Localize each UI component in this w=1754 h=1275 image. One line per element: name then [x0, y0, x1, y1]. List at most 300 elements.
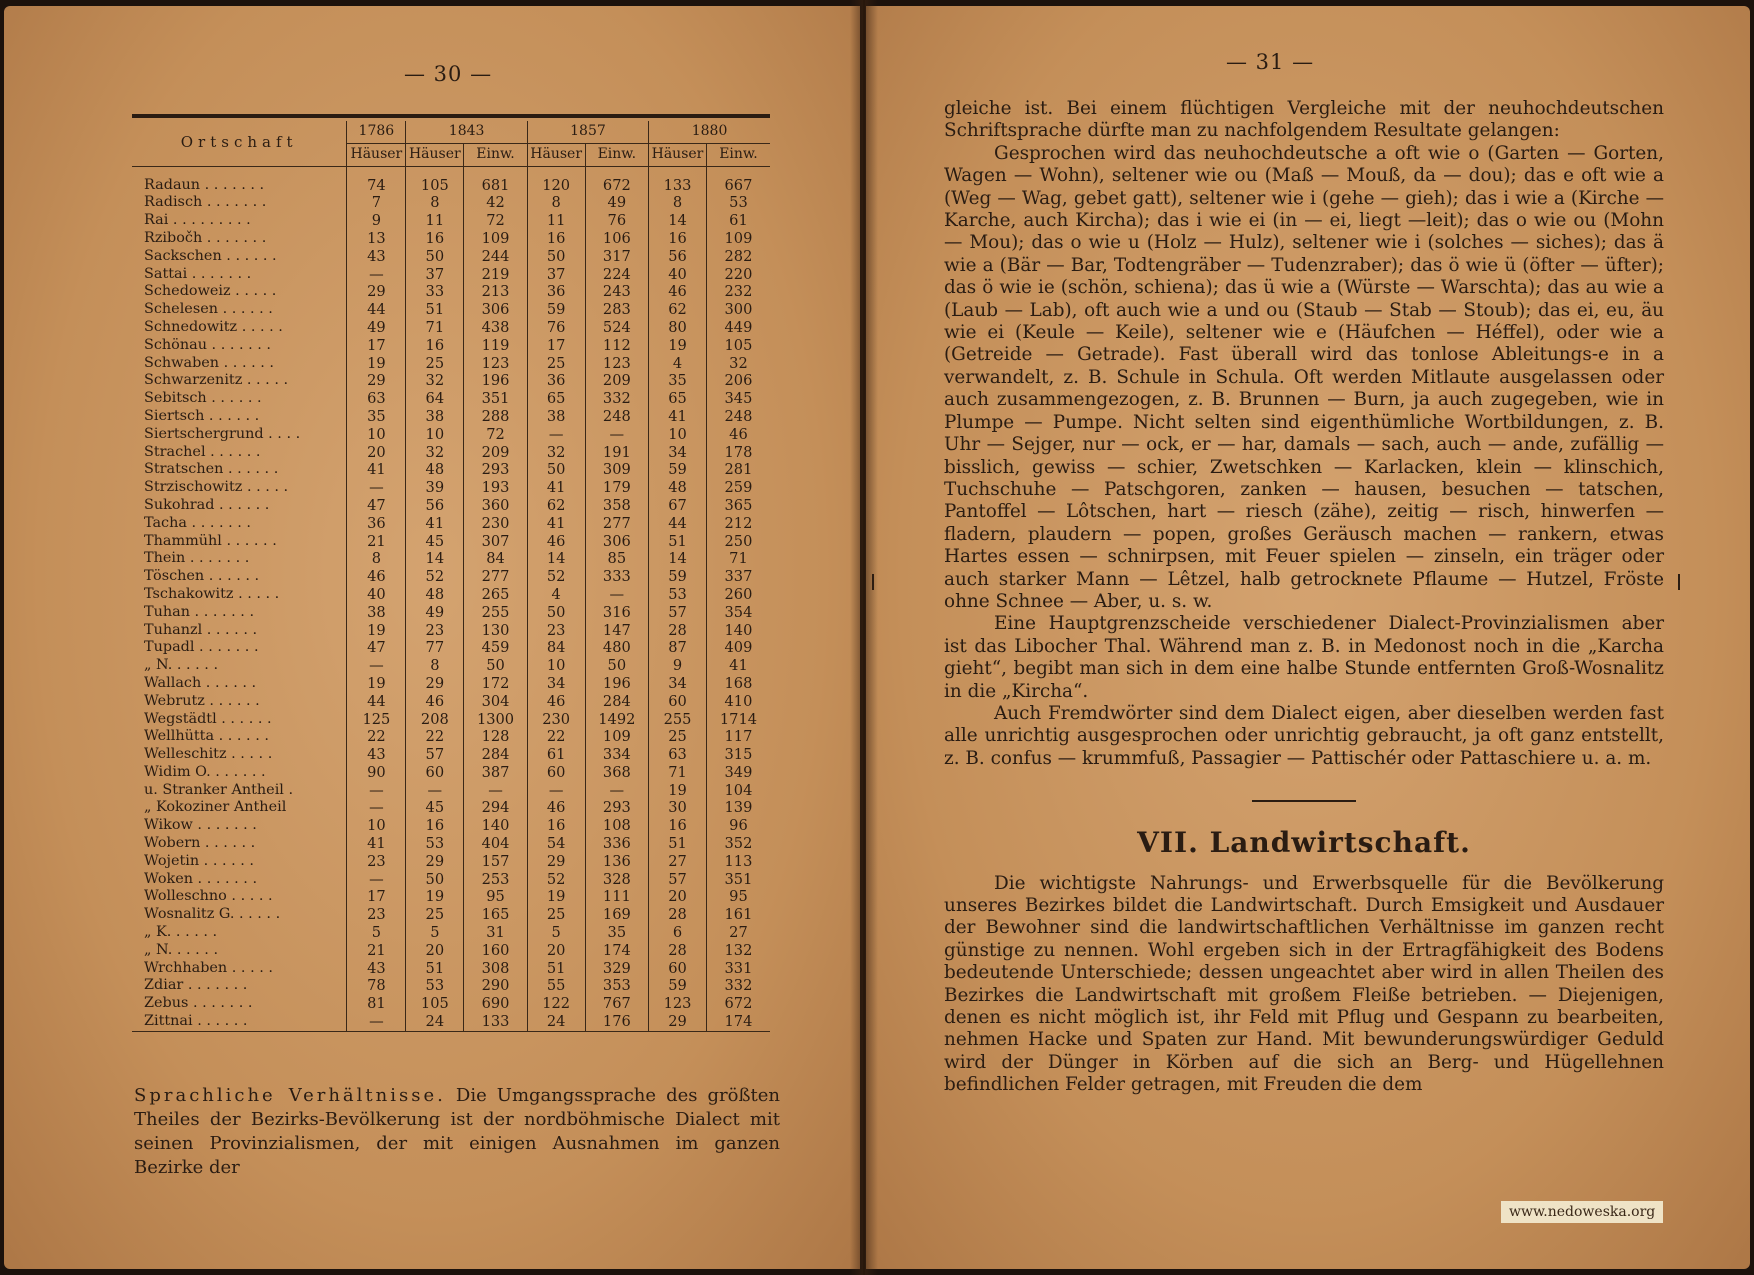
table-cell: 404 [464, 835, 528, 853]
table-cell: 16 [649, 817, 707, 835]
table-cell: 213 [464, 283, 528, 301]
table-cell: 23 [347, 906, 406, 924]
table-cell: 9 [649, 657, 707, 675]
paragraph: Gesprochen wird das neuhochdeutsche a oft wie o (Garten — Gorten, Wagen — Wohn), seltener wie ou (Maß — Mouß, da — dou); das e oft wie a (Weg — Wag, gebet gatt), seltener wie i (gehe — gieh); das i wie a (Kirche — Karche, auch Kircha); das i wie ei (in — ei, liegt —leit); das o wie ou (Mohn — Mou); das o wie u (Holz — Hulz), seltener wie i (solches — siches); das ä wie a (Bär — Bar, Todtengräber — Tudenzraber); das ö wie ü (öfter — üfter); das ö wie ie (schön, schiena); das ü wie a (Würste — Warschta); das au wie a (Laub — Lab), oft auch wie a und ou (Staub — Stab — Stoub); das ei, eu, äu wie ei (Keule — Keile), seltener wie e (Häufchen — Héffel), oder wie a (Getreide — Getrade). Fast überall wird das tonlose Ableitungs-e in a verwandelt, z. B. Schule in Schula. Oft werden Mitlaute ausgelassen oder auch zusammengezogen, z. B. Brunnen — Burn, ja auch zugegeben, wie in Plumpe — Pumpe. Nicht selten sind eigenthümliche Wortbildungen, z. B. Uhr — Sejger, nur — ock, er — har, damals — sach, auch — ande, zufällig — bisslich, gewiss — schier, Zwetschken — Karlacken, klein — klinschich, Tuchschuhe — Patschgoren, zanken — hausen, besuchen — tatschen, Pantoffel — Lôtschen, hart — riesch (zähe), zeitig — risch, hinwerfen — fladern, plaudern — popen, großes Geräusch machen — rankern, etwas Hartes essen — schnirpsen, mit Feuer spielen — zinseln, ein träger oder auch starker Mann — Lêtzel, halb getrocknete Pflaume — Hutzel, Fröste ohne Schnee — Aber, u. s. w. [944, 142, 1664, 612]
table-row [132, 177, 770, 195]
table-cell: 35 [347, 408, 406, 426]
table-row [132, 835, 770, 853]
place-name: Woken . . . . . . . [144, 870, 258, 887]
place-name: Radisch . . . . . . . [144, 194, 267, 211]
table-cell: — [527, 782, 585, 800]
table-row [132, 977, 770, 995]
table-cell: 277 [464, 568, 528, 586]
table-row [132, 995, 770, 1013]
place-name: Widim O. . . . . . . [144, 763, 266, 780]
table-cell: 29 [527, 853, 585, 871]
sub-header: Einw. [706, 143, 770, 166]
place-name: Sukohrad . . . . . . [144, 496, 270, 513]
place-name: Stratschen . . . . . . [144, 461, 279, 478]
table-cell: 10 [527, 657, 585, 675]
table-cell: 8 [406, 657, 464, 675]
table-cell: 208 [406, 711, 464, 729]
table-cell: — [464, 782, 528, 800]
place-name: Töschen . . . . . . [144, 568, 260, 585]
table-cell: 284 [585, 693, 649, 711]
table-cell: 24 [406, 1013, 464, 1031]
table-cell: 31 [464, 924, 528, 942]
table-cell: 35 [649, 372, 707, 390]
table-cell: 206 [706, 372, 770, 390]
table-cell: 34 [649, 675, 707, 693]
table-cell: 123 [649, 995, 707, 1013]
table-cell: 38 [527, 408, 585, 426]
place-name: Wegstädtl . . . . . . [144, 710, 272, 727]
table-cell: 46 [527, 799, 585, 817]
place-name: Zdiar . . . . . . . [144, 977, 248, 994]
table-cell: 85 [585, 550, 649, 568]
table-row [132, 283, 770, 301]
table-row [132, 426, 770, 444]
table-cell: — [347, 479, 406, 497]
table-cell: 109 [585, 728, 649, 746]
table-cell: 51 [527, 960, 585, 978]
table-cell: 176 [585, 1013, 649, 1031]
table-cell: 16 [406, 337, 464, 355]
table-cell: 105 [706, 337, 770, 355]
table-cell: 11 [527, 212, 585, 230]
table-cell: 59 [649, 977, 707, 995]
table-cell: 352 [706, 835, 770, 853]
table-cell: 17 [347, 337, 406, 355]
place-name: Wikow . . . . . . . [144, 817, 257, 834]
table-cell: 52 [527, 871, 585, 889]
table-cell: 20 [406, 942, 464, 960]
table-cell: 63 [347, 390, 406, 408]
table-cell: 111 [585, 888, 649, 906]
table-cell: 63 [649, 746, 707, 764]
table-cell: 51 [649, 835, 707, 853]
place-name: Schelesen . . . . . . [144, 301, 273, 318]
table-cell: 243 [585, 283, 649, 301]
table-cell: 480 [585, 639, 649, 657]
table-cell: — [527, 426, 585, 444]
table-cell: 50 [406, 871, 464, 889]
table-cell: 78 [347, 977, 406, 995]
table-row [132, 675, 770, 693]
table-row [132, 479, 770, 497]
table-cell: 360 [464, 497, 528, 515]
table-row [132, 817, 770, 835]
table-cell: 23 [347, 853, 406, 871]
table-cell: 174 [706, 1013, 770, 1031]
table-cell: 77 [406, 639, 464, 657]
table-cell: — [585, 426, 649, 444]
table-cell: 351 [706, 871, 770, 889]
table-cell: — [585, 782, 649, 800]
table-cell: 196 [585, 675, 649, 693]
table-cell: 16 [527, 817, 585, 835]
table-cell: 193 [464, 479, 528, 497]
table-row [132, 568, 770, 586]
table-cell: 5 [527, 924, 585, 942]
table-cell: 29 [406, 675, 464, 693]
table-cell: 49 [347, 319, 406, 337]
place-name: Schedoweiz . . . . . [144, 283, 277, 300]
table-cell: 64 [406, 390, 464, 408]
table-cell: 44 [649, 515, 707, 533]
table-cell: 95 [706, 888, 770, 906]
table-cell: 57 [406, 746, 464, 764]
table-row [132, 408, 770, 426]
table-cell: 174 [585, 942, 649, 960]
table-cell: 17 [347, 888, 406, 906]
table-row [132, 942, 770, 960]
table-row [132, 461, 770, 479]
table-cell: 32 [527, 444, 585, 462]
place-name: Welleschitz . . . . . [144, 746, 273, 763]
place-name: Sattai . . . . . . . [144, 265, 252, 282]
table-cell: 6 [649, 924, 707, 942]
table-cell: 133 [464, 1013, 528, 1031]
table-row [132, 586, 770, 604]
table-cell: 60 [649, 693, 707, 711]
sub-header: Häuser [347, 143, 406, 166]
population-table [132, 114, 770, 1032]
table-cell: 351 [464, 390, 528, 408]
table-cell: 244 [464, 248, 528, 266]
table-cell: 316 [585, 604, 649, 622]
table-row [132, 248, 770, 266]
table-cell: 8 [527, 194, 585, 212]
table-cell: 50 [464, 657, 528, 675]
table-cell: 42 [464, 194, 528, 212]
table-cell: 230 [527, 711, 585, 729]
table-cell: 178 [706, 444, 770, 462]
paragraph: Eine Hauptgrenzscheide verschiedener Dialect-Provinzialismen aber ist das Libocher Thal. Während man z. B. in Medonost noch in die „Karcha gieht“, begibt man sich in dem eine halbe Stunde entfernten Groß-Wosnalitz in die „Kircha“. [944, 613, 1664, 702]
table-row [132, 355, 770, 373]
table-cell: 81 [347, 995, 406, 1013]
table-cell: 284 [464, 746, 528, 764]
table-cell: 139 [706, 799, 770, 817]
table-cell: 35 [585, 924, 649, 942]
table-cell: 22 [347, 728, 406, 746]
table-cell: 48 [649, 479, 707, 497]
table-cell: 209 [464, 444, 528, 462]
table-cell: 8 [347, 550, 406, 568]
place-name: Schwarzenitz . . . . . [144, 372, 289, 389]
table-cell: 19 [347, 355, 406, 373]
table-cell: 767 [585, 995, 649, 1013]
table-cell: 410 [706, 693, 770, 711]
table-cell: 54 [527, 835, 585, 853]
place-name: Strachel . . . . . . [144, 443, 261, 460]
table-cell: 84 [527, 639, 585, 657]
table-row [132, 888, 770, 906]
table-cell: 331 [706, 960, 770, 978]
table-cell: 16 [406, 817, 464, 835]
paragraph: Die wichtigste Nahrungs- und Erwerbsquelle für die Bevölkerung unseres Bezirkes bildet die Landwirtschaft. Durch Emsigkeit und Ausdauer der Bewohner sind die landwirtschaftlichen Verhältnisse im ganzen recht günstige zu nennen. Wohl ergeben sich in der Ertragfähigkeit des Bodens bedeutende Unterschiede; dessen ungeachtet aber wird in allen Theilen des Bezirkes die Landwirtschaft mit großem Fleiße betrieben. — Diejenigen, denen es nicht möglich ist, ihr Feld mit Pflug und Gespann zu bearbeiten, nehmen Hacke und Spaten zur Hand. Mit bewunderungswürdiger Geduld wird der Dünger in Körben auf die sich an Berg- und Hügellehnen befindlichen Felder getragen, mit Freuden die dem [944, 872, 1664, 1096]
table-cell: 136 [585, 853, 649, 871]
table-cell: 62 [649, 301, 707, 319]
table-cell: 62 [527, 497, 585, 515]
table-cell: 133 [649, 177, 707, 195]
table-cell: 212 [706, 515, 770, 533]
table-cell: 293 [464, 461, 528, 479]
table-cell: 253 [464, 871, 528, 889]
table-cell: 48 [406, 461, 464, 479]
page-number-right: — 31 — [1226, 50, 1315, 74]
header-year-1786: 1786 [347, 121, 406, 143]
table-cell: 524 [585, 319, 649, 337]
table-cell: 39 [406, 479, 464, 497]
table-row [132, 622, 770, 640]
table-row [132, 194, 770, 212]
table-cell: 41 [706, 657, 770, 675]
table-cell: 160 [464, 942, 528, 960]
sub-header: Häuser [649, 143, 707, 166]
table-cell: 25 [527, 355, 585, 373]
table-cell: 294 [464, 799, 528, 817]
table-cell: 290 [464, 977, 528, 995]
table-cell: 104 [706, 782, 770, 800]
table-cell: 10 [406, 426, 464, 444]
table-cell: 53 [406, 835, 464, 853]
table-cell: 191 [585, 444, 649, 462]
table-cell: 29 [406, 853, 464, 871]
table-cell: — [347, 782, 406, 800]
right-page-text [944, 98, 1664, 1097]
table-cell: — [406, 782, 464, 800]
language-heading: Sprachliche Verhältnisse. [134, 1085, 446, 1106]
place-name: Wrchhaben . . . . . [144, 959, 273, 976]
table-cell: 19 [649, 782, 707, 800]
table-cell: 248 [585, 408, 649, 426]
table-cell: 14 [649, 550, 707, 568]
table-cell: 10 [649, 426, 707, 444]
table-cell: 53 [706, 194, 770, 212]
table-cell: 48 [406, 586, 464, 604]
table-cell: 438 [464, 319, 528, 337]
table-row [132, 906, 770, 924]
table-cell: 57 [649, 871, 707, 889]
table-cell: 232 [706, 283, 770, 301]
table-cell: 45 [406, 533, 464, 551]
table-cell: 41 [527, 479, 585, 497]
table-cell: 147 [585, 622, 649, 640]
table-cell: 60 [527, 764, 585, 782]
table-cell: 306 [464, 301, 528, 319]
table-row [132, 212, 770, 230]
table-cell: 19 [347, 622, 406, 640]
table-cell: 50 [527, 604, 585, 622]
table-cell: 308 [464, 960, 528, 978]
table-cell: 52 [527, 568, 585, 586]
table-cell: 368 [585, 764, 649, 782]
table-cell: 36 [527, 372, 585, 390]
table-cell: 49 [585, 194, 649, 212]
table-cell: 112 [585, 337, 649, 355]
table-row [132, 871, 770, 889]
table-cell: 1492 [585, 711, 649, 729]
table-cell: 32 [406, 372, 464, 390]
table-cell: — [347, 871, 406, 889]
table-cell: 260 [706, 586, 770, 604]
table-cell: 329 [585, 960, 649, 978]
table-cell: 43 [347, 746, 406, 764]
table-row [132, 728, 770, 746]
table-cell: 29 [347, 283, 406, 301]
place-name: Thammühl . . . . . . [144, 532, 277, 549]
table-row [132, 515, 770, 533]
table-cell: 345 [706, 390, 770, 408]
table-cell: 60 [649, 960, 707, 978]
book-gutter [850, 0, 878, 1275]
table-row [132, 639, 770, 657]
table-cell: 44 [347, 301, 406, 319]
table-cell: 358 [585, 497, 649, 515]
place-name: Schönau . . . . . . . [144, 336, 272, 353]
place-name: Rzibočh . . . . . . . [144, 229, 267, 246]
table-cell: 219 [464, 266, 528, 284]
table-cell: 168 [706, 675, 770, 693]
table-cell: 46 [706, 426, 770, 444]
sub-header: Einw. [464, 143, 528, 166]
table-cell: 90 [347, 764, 406, 782]
table-row [132, 604, 770, 622]
table-cell: 40 [649, 266, 707, 284]
table-cell: 1714 [706, 711, 770, 729]
place-name: Tupadl . . . . . . . [144, 639, 259, 656]
table-cell: 1300 [464, 711, 528, 729]
table-cell: 34 [649, 444, 707, 462]
table-cell: 50 [406, 248, 464, 266]
table-cell: 109 [464, 230, 528, 248]
table-row [132, 266, 770, 284]
paragraph: Auch Fremdwörter sind dem Dialect eigen, aber dieselben werden fast alle unrichtig ausgesprochen oder unrichtig gebraucht, ja oft ganz entstellt, z. B. confus — krummfuß, Passagier — Pattischér oder Pattaschiere u. a. m. [944, 702, 1664, 769]
table-cell: 84 [464, 550, 528, 568]
population-grid [132, 121, 770, 1032]
table-cell: 250 [706, 533, 770, 551]
table-cell: 161 [706, 906, 770, 924]
table-cell: 47 [347, 497, 406, 515]
table-cell: 59 [649, 568, 707, 586]
table-row [132, 497, 770, 515]
table-cell: 72 [464, 426, 528, 444]
table-cell: 106 [585, 230, 649, 248]
table-row [132, 372, 770, 390]
table-cell: 96 [706, 817, 770, 835]
table-row [132, 657, 770, 675]
table-cell: 59 [649, 461, 707, 479]
section-title: VII. Landwirtschaft. [1137, 826, 1471, 860]
table-cell: 57 [649, 604, 707, 622]
header-place: Ortschaft [132, 121, 347, 166]
table-cell: 19 [406, 888, 464, 906]
table-cell: 30 [649, 799, 707, 817]
table-cell: — [347, 657, 406, 675]
table-cell: 365 [706, 497, 770, 515]
table-cell: 74 [347, 177, 406, 195]
table-cell: 40 [347, 586, 406, 604]
section-divider [1252, 800, 1356, 802]
table-cell: 21 [347, 942, 406, 960]
table-cell: 46 [649, 283, 707, 301]
table-row [132, 301, 770, 319]
table-cell: 19 [649, 337, 707, 355]
table-cell: 9 [347, 212, 406, 230]
table-row [132, 799, 770, 817]
table-cell: 41 [406, 515, 464, 533]
table-cell: 33 [406, 283, 464, 301]
table-cell: 165 [464, 906, 528, 924]
table-cell: 52 [406, 568, 464, 586]
table-cell: 37 [527, 266, 585, 284]
table-cell: 672 [706, 995, 770, 1013]
place-name: „ N. . . . . . [144, 941, 219, 958]
table-cell: 315 [706, 746, 770, 764]
place-name: Siertsch . . . . . . [144, 407, 260, 424]
table-cell: 4 [649, 355, 707, 373]
table-cell: 5 [347, 924, 406, 942]
place-name: Webrutz . . . . . . [144, 692, 260, 709]
table-cell: 105 [406, 995, 464, 1013]
table-cell: 72 [464, 212, 528, 230]
table-cell: 122 [527, 995, 585, 1013]
table-cell: 300 [706, 301, 770, 319]
table-cell: 157 [464, 853, 528, 871]
table-row [132, 230, 770, 248]
table-cell: 25 [649, 728, 707, 746]
table-spacer [132, 166, 770, 177]
table-row [132, 337, 770, 355]
table-cell: 23 [527, 622, 585, 640]
table-cell: 120 [527, 177, 585, 195]
table-cell: 41 [649, 408, 707, 426]
margin-mark [1678, 574, 1680, 590]
table-cell: 55 [527, 977, 585, 995]
sub-header: Einw. [585, 143, 649, 166]
table-cell: — [585, 586, 649, 604]
table-row [132, 1013, 770, 1031]
table-cell: 17 [527, 337, 585, 355]
table-cell: 128 [464, 728, 528, 746]
language-section [134, 1084, 780, 1180]
table-cell: 4 [527, 586, 585, 604]
table-cell: 76 [527, 319, 585, 337]
table-top-rule [132, 114, 770, 118]
table-cell: 309 [585, 461, 649, 479]
sub-header: Häuser [406, 143, 464, 166]
table-cell: 36 [527, 283, 585, 301]
place-name: Wobern . . . . . . [144, 835, 256, 852]
table-cell: 307 [464, 533, 528, 551]
table-row [132, 444, 770, 462]
table-cell: 59 [527, 301, 585, 319]
table-cell: 140 [464, 817, 528, 835]
table-cell: 71 [706, 550, 770, 568]
table-cell: 332 [706, 977, 770, 995]
table-cell: 7 [347, 194, 406, 212]
table-cell: 53 [406, 977, 464, 995]
table-cell: 449 [706, 319, 770, 337]
place-name: „ K. . . . . . [144, 924, 218, 941]
table-cell: 32 [406, 444, 464, 462]
table-cell: — [347, 266, 406, 284]
place-name: Zebus . . . . . . . [144, 995, 253, 1012]
table-cell: 248 [706, 408, 770, 426]
table-cell: 132 [706, 942, 770, 960]
table-cell: 51 [406, 301, 464, 319]
